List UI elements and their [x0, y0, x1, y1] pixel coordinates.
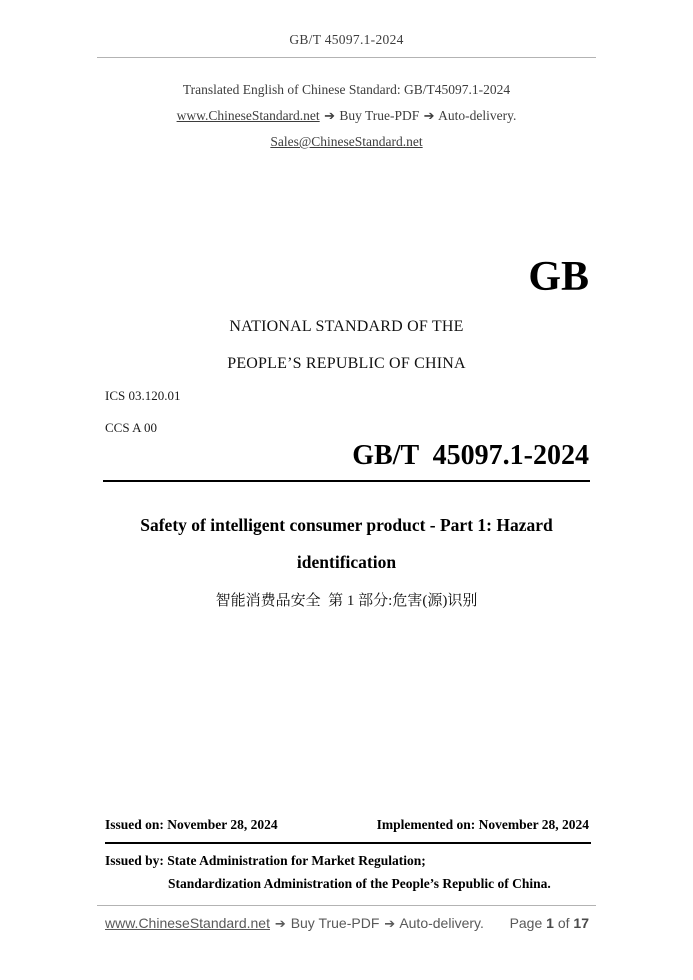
gb-logo: GB	[528, 254, 589, 300]
site-link[interactable]: www.ChineseStandard.net	[176, 108, 320, 123]
title-english-line2: identification	[296, 552, 397, 572]
header-divider	[97, 57, 596, 58]
buy-true-pdf-text: Buy True-PDF	[339, 108, 420, 123]
footer-auto-delivery-text: Auto-delivery.	[399, 915, 484, 931]
national-standard-line1: NATIONAL STANDARD OF THE	[229, 318, 464, 335]
header-email-line	[0, 134, 693, 150]
footer-site-link[interactable]: www.ChineseStandard.net	[105, 915, 270, 931]
issued-by-line1: Issued by: State Administration for Market Regulation;	[105, 853, 426, 868]
footer-divider	[97, 905, 596, 906]
ccs-code: CCS A 00	[105, 420, 158, 435]
issued-by-line2: Standardization Administration of the People’s Republic of China.	[168, 876, 551, 891]
footer-delivery-line	[105, 915, 484, 932]
title-english-line1: Safety of intelligent consumer product - Part 1: Hazard	[140, 515, 553, 535]
translated-standard-line: Translated English of Chinese Standard: GB/T45097.1-2024	[182, 82, 511, 97]
auto-delivery-text: Auto-delivery.	[438, 108, 517, 123]
sales-email-link[interactable]: Sales@ChineseStandard.net	[270, 134, 423, 149]
arrow-icon: ➔	[423, 108, 435, 123]
arrow-icon: ➔	[274, 916, 286, 931]
page-indicator	[510, 915, 589, 931]
footer-buy-true-pdf-text: Buy True-PDF	[290, 915, 380, 931]
issued-on-date: Issued on: November 28, 2024	[105, 817, 278, 832]
standard-number: GB/T 45097.1-2024	[352, 440, 589, 471]
national-standard-line2: PEOPLE’S REPUBLIC OF CHINA	[227, 355, 466, 372]
arrow-icon: ➔	[384, 916, 396, 931]
arrow-icon: ➔	[324, 108, 335, 123]
title-chinese: 智能消费品安全 第 1 部分:危害(源)识别	[215, 593, 478, 609]
standard-number-divider	[103, 480, 590, 482]
dates-divider	[105, 842, 591, 844]
implemented-on-date: Implemented on: November 28, 2024	[376, 817, 589, 832]
header-delivery-line	[0, 108, 693, 124]
header-doc-number: GB/T 45097.1-2024	[289, 32, 404, 47]
page-total: 17	[573, 915, 589, 931]
page-current: 1	[546, 915, 554, 931]
page-of-label: of	[557, 915, 570, 931]
ics-code: ICS 03.120.01	[105, 388, 181, 403]
page-label: Page	[509, 915, 543, 931]
